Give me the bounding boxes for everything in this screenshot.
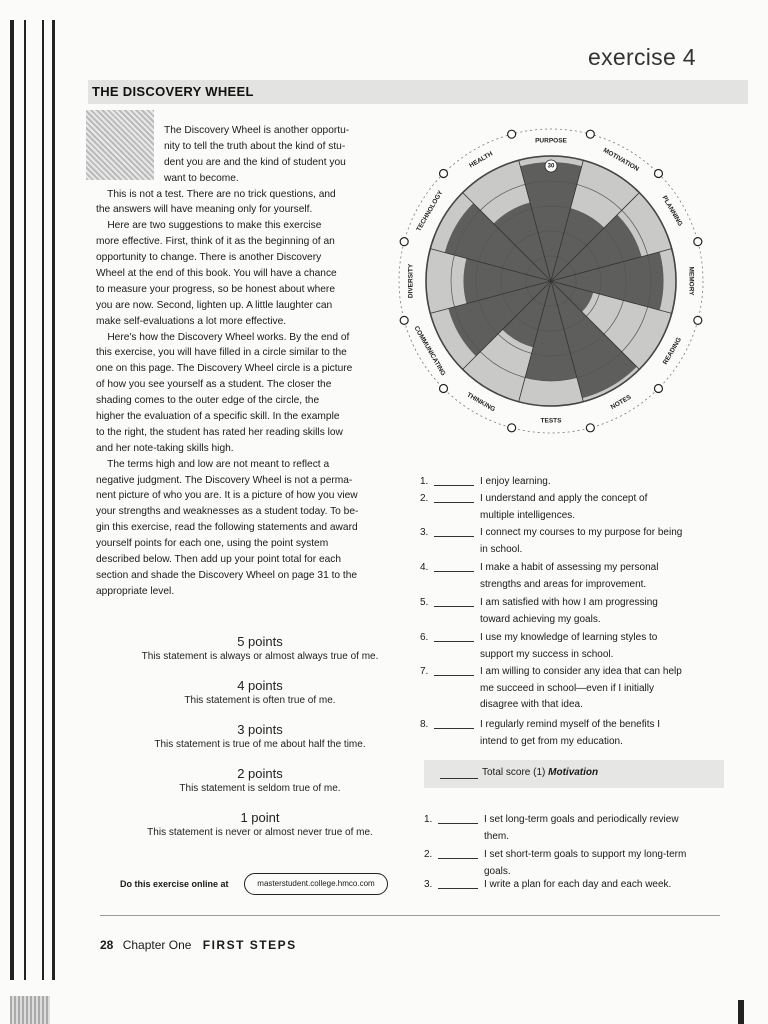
scan-edge-rule	[24, 20, 26, 980]
wheel-category-label: HEALTH	[468, 150, 495, 170]
statement-number: 2.	[420, 493, 429, 504]
section-label: FIRST STEPS	[202, 938, 297, 952]
points-level-title: 3 points	[237, 722, 283, 737]
statement-line: I connect my courses to my purpose for being	[480, 527, 683, 538]
wheel-category-label: PLANNING	[660, 194, 684, 228]
total-score-prefix: Total score (1)	[482, 767, 546, 778]
wheel-marker-dot	[654, 384, 662, 392]
wheel-category-label: COMMUNICATING	[412, 325, 447, 378]
statement-text	[484, 847, 686, 880]
statement-text	[484, 812, 679, 845]
statement-number: 3.	[424, 879, 433, 890]
chapter-label: Chapter One	[122, 938, 192, 952]
points-level-title: 1 point	[240, 810, 280, 825]
online-url-link[interactable]: masterstudent.college.hmco.com	[244, 873, 388, 895]
intro-line: opportunity to change. There is another Discovery	[96, 252, 322, 264]
statement-text	[480, 491, 647, 524]
statement-item	[424, 847, 744, 880]
intro-line: shading comes to the outer edge of the circle, the	[96, 395, 320, 407]
intro-line: nent picture of who you are. It is a picture of how you view	[96, 490, 358, 502]
score-entry-blank[interactable]	[434, 571, 474, 572]
statement-item	[420, 717, 740, 750]
statement-line: multiple intelligences.	[480, 509, 576, 521]
score-entry-blank[interactable]	[434, 485, 474, 486]
score-entry-blank[interactable]	[434, 641, 474, 642]
points-level	[110, 810, 410, 854]
intro-line: Here's how the Discovery Wheel works. By the end of	[96, 331, 350, 343]
statement-line: disagree with that idea.	[480, 699, 583, 710]
intro-line: Wheel at the end of this book. You will have a chance	[96, 268, 337, 280]
intro-line: negative judgment. The Discovery Wheel is not a perma-	[96, 474, 353, 486]
statement-text	[480, 630, 657, 663]
score-entry-blank[interactable]	[434, 536, 474, 537]
motivation-statements	[420, 474, 740, 754]
score-entry-blank[interactable]	[438, 823, 478, 824]
intro-line: to measure your progress, so be honest about where	[96, 283, 335, 295]
wheel-category-label: THINKING	[465, 391, 497, 414]
statement-line: intend to get from my education.	[480, 735, 623, 747]
intro-line: more effective. First, think of it as the beginning of an	[96, 236, 335, 248]
statement-number: 1.	[420, 476, 429, 487]
wheel-category-label: NOTES	[609, 393, 633, 412]
statement-line: I am satisfied with how I am progressing	[480, 597, 658, 608]
statement-line: me succeed in school—even if I initially	[480, 682, 654, 694]
points-level-desc: This statement is seldom true of me.	[179, 783, 341, 794]
wheel-category-label: TESTS	[540, 417, 562, 425]
wheel-marker-dot	[400, 238, 408, 246]
intro-paragraph	[96, 123, 358, 600]
wheel-marker-dot	[400, 316, 408, 324]
intro-line: section and shade the Discovery Wheel on page 31 to the	[96, 569, 358, 581]
total-score-label	[482, 767, 598, 778]
statement-number: 8.	[420, 719, 429, 730]
points-level-desc: This statement is true of me about half the time.	[154, 739, 366, 750]
wheel-marker-dot	[508, 130, 516, 138]
statement-line: I use my knowledge of learning styles to	[480, 632, 658, 643]
statement-number: 5.	[420, 597, 429, 608]
points-level	[110, 634, 410, 678]
statement-text	[484, 877, 671, 894]
page-footer	[100, 938, 297, 952]
section-title: THE DISCOVERY WHEEL	[92, 84, 254, 99]
intro-line: this exercise, you will have filled in a circle similar to the	[96, 347, 347, 359]
statement-text	[480, 664, 682, 714]
statement-number: 2.	[424, 849, 433, 860]
statement-number: 7.	[420, 666, 429, 677]
statement-line: them.	[484, 830, 510, 842]
wheel-category-label: READING	[661, 336, 683, 366]
statement-line: I set short-term goals to support my long-term	[484, 849, 687, 860]
statement-item	[420, 664, 740, 714]
page-number: 28	[100, 938, 114, 952]
intro-line: make self-evaluations a lot more effective.	[96, 315, 287, 327]
intro-line: higher the evaluation of a specific skill. In the example	[96, 411, 340, 423]
points-level-title: 2 points	[237, 766, 283, 781]
statement-line: I regularly remind myself of the benefits I	[480, 719, 661, 730]
planning-statements	[424, 812, 744, 902]
exercise-label: exercise 4	[588, 44, 696, 70]
statement-number: 3.	[420, 527, 429, 538]
score-entry-blank[interactable]	[438, 858, 478, 859]
wheel-marker-dot	[508, 424, 516, 432]
wheel-marker-dot	[654, 170, 662, 178]
intro-line: of how you see yourself as a student. The closer the	[96, 379, 332, 391]
points-level-title: 4 points	[237, 678, 283, 693]
intro-line: gin this exercise, read the following statements and award	[96, 522, 358, 534]
wheel-max-value: 30	[547, 163, 555, 170]
statement-number: 4.	[420, 562, 429, 573]
statement-text	[480, 717, 660, 750]
points-level	[110, 722, 410, 766]
scan-edge-rule	[52, 20, 55, 980]
intro-line: the answers will have meaning only for yourself.	[96, 204, 313, 216]
intro-line: one on this page. The Discovery Wheel circle is a picture	[96, 363, 353, 375]
intro-line: This is not a test. There are no trick questions, and	[96, 188, 336, 200]
intro-line: your strengths and weaknesses as a student today. To be-	[96, 506, 359, 518]
statement-item	[424, 812, 744, 845]
wheel-marker-dot	[440, 384, 448, 392]
total-score-blank[interactable]	[440, 778, 478, 779]
wheel-marker-dot	[586, 130, 594, 138]
intro-line: and her note-taking skills high.	[96, 442, 234, 454]
statement-line: I write a plan for each day and each week.	[484, 879, 672, 890]
statement-text	[480, 474, 551, 491]
scan-edge-rule	[738, 1000, 744, 1024]
scan-edge-rule	[42, 20, 44, 980]
statement-line: I am willing to consider any idea that can help	[480, 666, 682, 677]
footer-rule	[100, 915, 720, 916]
wheel-category-label: MEMORY	[687, 266, 695, 296]
statement-line: I set long-term goals and periodically review	[484, 814, 679, 825]
online-label: Do this exercise online at	[120, 879, 229, 889]
wheel-marker-dot	[440, 170, 448, 178]
statement-item	[420, 525, 740, 558]
statement-line: goals.	[484, 865, 511, 877]
total-score-category: Motivation	[548, 767, 599, 778]
intro-line: nity to tell the truth about the kind of stu-	[164, 140, 346, 152]
intro-line: appropriate level.	[96, 585, 175, 597]
statement-item	[420, 595, 740, 628]
points-level	[110, 766, 410, 810]
points-level	[110, 678, 410, 722]
points-level-desc: This statement is always or almost always true of me.	[141, 651, 379, 662]
intro-line: dent you are and the kind of student you	[164, 156, 346, 168]
points-level-desc: This statement is never or almost never true of me.	[147, 827, 373, 838]
scan-edge-rule	[10, 20, 14, 980]
intro-line: yourself points for each one, using the point system	[96, 538, 329, 550]
points-level-desc: This statement is often true of me.	[184, 695, 336, 706]
intro-line: to the right, the student has rated her reading skills low	[96, 426, 343, 438]
statement-item	[420, 630, 740, 663]
wheel-category-label: DIVERSITY	[407, 263, 415, 299]
score-entry-blank[interactable]	[434, 606, 474, 607]
wheel-category-label: TECHNOLOGY	[415, 189, 445, 233]
intro-line: you are now. Second, lighten up. A little laughter can	[96, 299, 333, 311]
statement-line: I make a habit of assessing my personal	[480, 562, 659, 573]
wheel-marker-dot	[586, 424, 594, 432]
wheel-marker-dot	[694, 238, 702, 246]
score-entry-blank[interactable]	[434, 675, 474, 676]
statement-item	[420, 491, 740, 524]
statement-number: 1.	[424, 814, 433, 825]
points-scale	[110, 634, 410, 854]
discovery-wheel	[392, 122, 710, 440]
intro-line: The Discovery Wheel is another opportu-	[164, 125, 350, 136]
statement-text	[480, 525, 682, 558]
statement-text	[480, 560, 658, 593]
scan-corner-noise	[10, 996, 50, 1024]
statement-number: 6.	[420, 632, 429, 643]
statement-line: in school.	[480, 543, 523, 555]
score-entry-blank[interactable]	[438, 888, 478, 889]
statement-line: toward achieving my goals.	[480, 613, 601, 625]
score-entry-blank[interactable]	[434, 728, 474, 729]
wheel-category-label: MOTIVATION	[601, 146, 640, 173]
statement-text	[480, 595, 658, 628]
statement-item	[424, 877, 744, 894]
score-entry-blank[interactable]	[434, 502, 474, 503]
intro-line: The terms high and low are not meant to reflect a	[96, 458, 330, 470]
statement-item	[420, 474, 740, 491]
intro-line: described below. Then add up your point total for each	[96, 554, 342, 566]
statement-item	[420, 560, 740, 593]
intro-line: Here are two suggestions to make this exercise	[96, 220, 322, 232]
statement-line: support my success in school.	[480, 648, 614, 660]
intro-line: want to become.	[164, 172, 239, 184]
statement-line: I understand and apply the concept of	[480, 493, 648, 504]
points-level-title: 5 points	[237, 634, 283, 649]
statement-line: strengths and areas for improvement.	[480, 578, 647, 590]
wheel-category-label: PURPOSE	[535, 137, 567, 145]
wheel-marker-dot	[694, 316, 702, 324]
statement-line: I enjoy learning.	[480, 476, 551, 487]
